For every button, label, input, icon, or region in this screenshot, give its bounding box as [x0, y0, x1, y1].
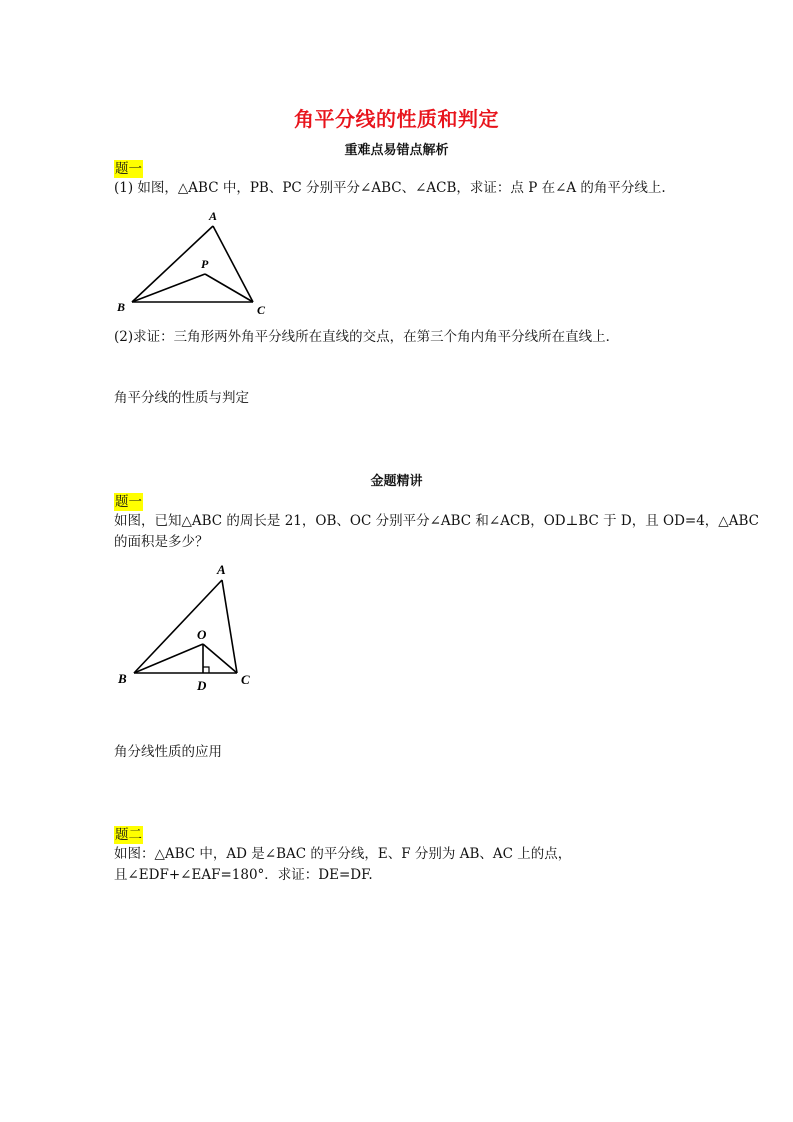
figure-label-d: D: [197, 678, 207, 693]
problem-2-2-line-1: 如图：△ABC 中，AD 是∠BAC 的平分线，E、F 分别为 AB、AC 上的点，: [114, 846, 572, 862]
figure-label-o: O: [197, 627, 207, 642]
section-note-properties: 角平分线的性质与判定: [114, 390, 249, 406]
problem-2-2-line-2: 且∠EDF+∠EAF=180°．求证：DE=DF.: [114, 867, 373, 883]
section-note-application: 角分线性质的应用: [114, 744, 222, 760]
figure-label-c: C: [241, 672, 250, 687]
figure-triangle-abc-o-d: [110, 555, 270, 695]
figure-label-a: A: [217, 562, 226, 577]
figure-label-p: P: [201, 257, 209, 271]
problem-tag-1: 题一: [115, 161, 142, 177]
problem-tag-2-2: 题二: [115, 827, 142, 843]
figure-label-c: C: [257, 303, 266, 317]
problem-1-part-1-text: (1) 如图，△ABC 中，PB、PC 分别平分∠ABC、∠ACB，求证：点 P 在∠A 的角平分线上.: [114, 180, 666, 196]
figure-label-b: B: [118, 671, 127, 686]
figure-label-b: B: [117, 300, 126, 314]
problem-1-part-2-text: (2)求证：三角形两外角平分线所在直线的交点，在第三个角内角平分线所在直线上．: [114, 329, 620, 345]
section-heading-key-points: 重难点易错点解析: [344, 143, 449, 158]
section-heading-featured: 金题精讲: [370, 474, 423, 489]
figure-triangle-abc-p: [110, 205, 280, 320]
problem-2-1-line-1: 如图，已知△ABC 的周长是 21，OB、OC 分别平分∠ABC 和∠ACB，OD⊥BC 于 D，且 OD=4，△ABC: [114, 513, 759, 529]
problem-2-1-line-2: 的面积是多少？: [114, 534, 209, 550]
figure-label-a: A: [209, 209, 218, 223]
problem-tag-2-1: 题一: [115, 494, 142, 510]
page-title: 角平分线的性质和判定: [294, 107, 499, 131]
